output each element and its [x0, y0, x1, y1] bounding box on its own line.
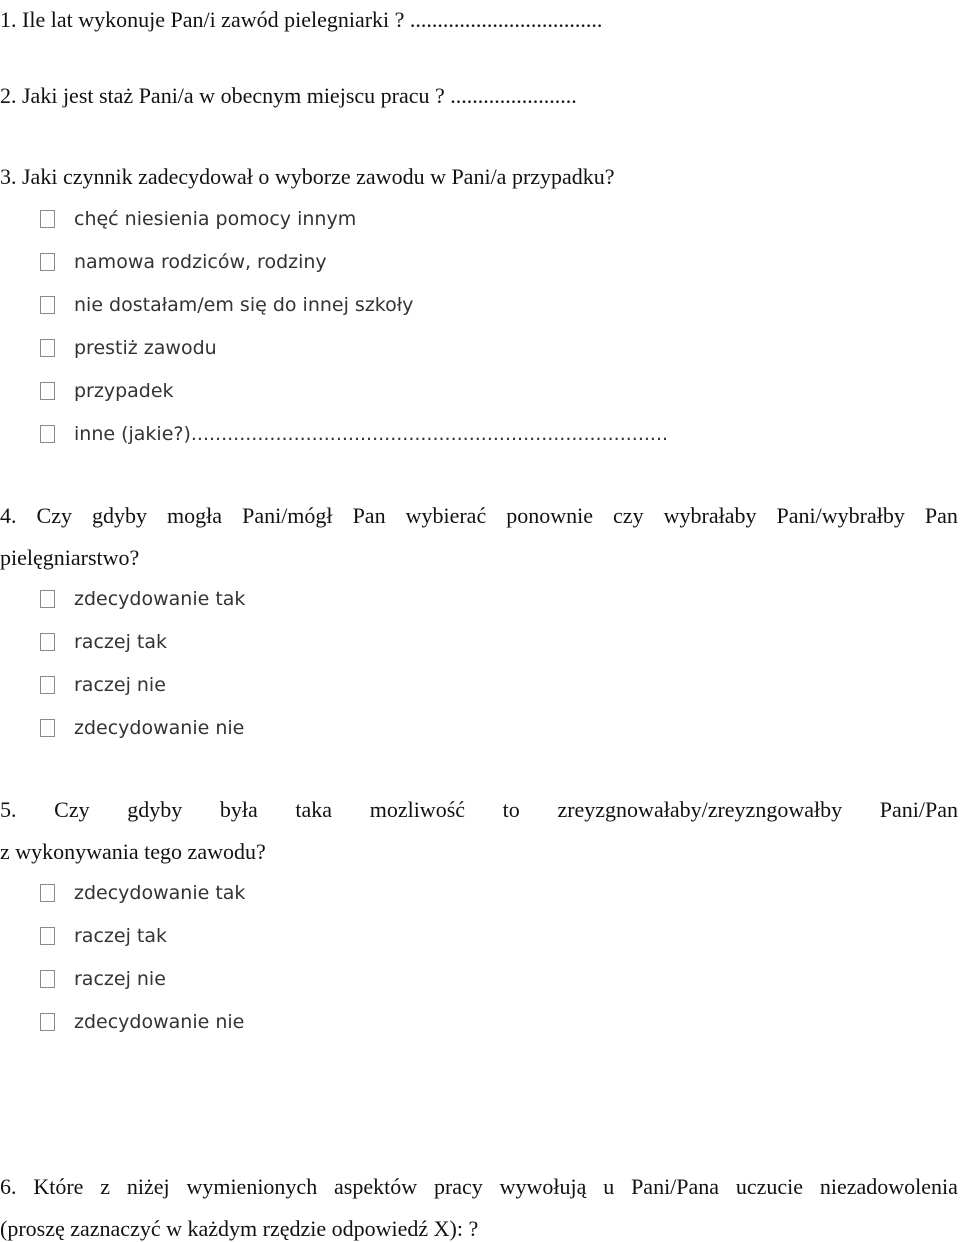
question-6-word: niżej [126, 1174, 170, 1199]
q5-option-3[interactable] [40, 966, 166, 992]
q3-option-1[interactable] [40, 206, 356, 232]
checkbox[interactable] [40, 382, 55, 400]
question-6-word: z [100, 1174, 111, 1199]
checkbox[interactable] [40, 676, 55, 694]
option-label: zdecydowanie tak [74, 882, 246, 904]
question-5-word: mozliwość [369, 797, 466, 822]
checkbox[interactable] [40, 633, 55, 651]
question-6-line-1 [0, 1174, 958, 1200]
question-4-word: mogła [167, 503, 223, 528]
option-label: przypadek [74, 380, 174, 402]
question-6-word: wywołują [499, 1174, 587, 1199]
option-label: raczej nie [74, 674, 166, 696]
question-4-line-1 [0, 503, 958, 529]
question-6-word: niezadowolenia [819, 1174, 958, 1199]
option-label: zdecydowanie tak [74, 588, 246, 610]
checkbox[interactable] [40, 339, 55, 357]
question-4-word: Pani/mógł [242, 503, 333, 528]
q5-option-4[interactable] [40, 1009, 244, 1035]
option-label: inne (jakie?)............................................................................... [74, 423, 669, 445]
option-label: chęć niesienia pomocy innym [74, 208, 357, 230]
question-4-word: czy [613, 503, 644, 528]
question-5-word: to [502, 797, 520, 822]
checkbox[interactable] [40, 1013, 55, 1031]
option-label: namowa rodziców, rodziny [74, 251, 327, 273]
option-label: raczej tak [74, 631, 167, 653]
question-6-word: pracy [433, 1174, 483, 1199]
option-label: nie dostałam/em się do innej szkoły [74, 294, 414, 316]
question-4-word: wybrałaby [663, 503, 757, 528]
question-5-line-1 [0, 797, 958, 823]
q3-option-4[interactable] [40, 335, 217, 361]
q5-option-1[interactable] [40, 880, 245, 906]
question-4-word: Czy [36, 503, 72, 528]
question-6-word: aspektów [334, 1174, 418, 1199]
question-4-word: 4. [0, 503, 17, 528]
question-6-word: uczucie [735, 1174, 804, 1199]
option-label: zdecydowanie nie [74, 717, 245, 739]
question-5-word: gdyby [127, 797, 183, 822]
question-4-word: ponownie [506, 503, 594, 528]
q3-option-5[interactable] [40, 378, 174, 404]
checkbox[interactable] [40, 210, 55, 228]
question-5-word: była [219, 797, 258, 822]
option-label: raczej nie [74, 968, 166, 990]
q4-option-1[interactable] [40, 586, 245, 612]
q5-option-2[interactable] [40, 923, 167, 949]
checkbox[interactable] [40, 425, 55, 443]
q3-option-3[interactable] [40, 292, 413, 318]
question-4-word: wybierać [405, 503, 487, 528]
question-3: 3. Jaki czynnik zadecydował o wyborze zawodu w Pani/a przypadku? [0, 164, 615, 189]
checkbox[interactable] [40, 884, 55, 902]
question-5-word: 5. [0, 797, 17, 822]
checkbox[interactable] [40, 927, 55, 945]
checkbox[interactable] [40, 970, 55, 988]
question-6-word: Pani/Pana [631, 1174, 720, 1199]
question-4-word: Pan [352, 503, 386, 528]
q4-option-4[interactable] [40, 715, 244, 741]
question-6-word: 6. [0, 1174, 17, 1199]
question-5-word: Pani/Pan [879, 797, 958, 822]
option-label: raczej tak [74, 925, 167, 947]
question-1: 1. Ile lat wykonuje Pan/i zawód pielegniarki ? ................................... [0, 7, 603, 32]
checkbox[interactable] [40, 296, 55, 314]
question-4-word: Pani/wybrałby [776, 503, 905, 528]
q4-option-3[interactable] [40, 672, 166, 698]
q3-option-2[interactable] [40, 249, 327, 275]
question-6-word: Które [33, 1174, 84, 1199]
question-5-word: zreyzgnowałaby/zreyzngowałby [557, 797, 843, 822]
question-5-line-2: z wykonywania tego zawodu? [0, 839, 266, 864]
option-label: prestiż zawodu [74, 337, 217, 359]
checkbox[interactable] [40, 253, 55, 271]
question-5-word: taka [295, 797, 333, 822]
checkbox[interactable] [40, 719, 55, 737]
question-6-word: wymienionych [186, 1174, 318, 1199]
question-6-line-2: (proszę zaznaczyć w każdym rzędzie odpowiedź X): ? [0, 1216, 479, 1241]
question-4-word: gdyby [92, 503, 148, 528]
q3-option-6[interactable] [40, 421, 668, 447]
question-4-line-2: pielęgniarstwo? [0, 545, 140, 570]
question-5-word: Czy [54, 797, 90, 822]
question-2: 2. Jaki jest staż Pani/a w obecnym miejscu pracu ? ....................... [0, 83, 577, 108]
option-label: zdecydowanie nie [74, 1011, 245, 1033]
question-4-word: Pan [924, 503, 958, 528]
q4-option-2[interactable] [40, 629, 167, 655]
question-6-word: u [603, 1174, 615, 1199]
checkbox[interactable] [40, 590, 55, 608]
